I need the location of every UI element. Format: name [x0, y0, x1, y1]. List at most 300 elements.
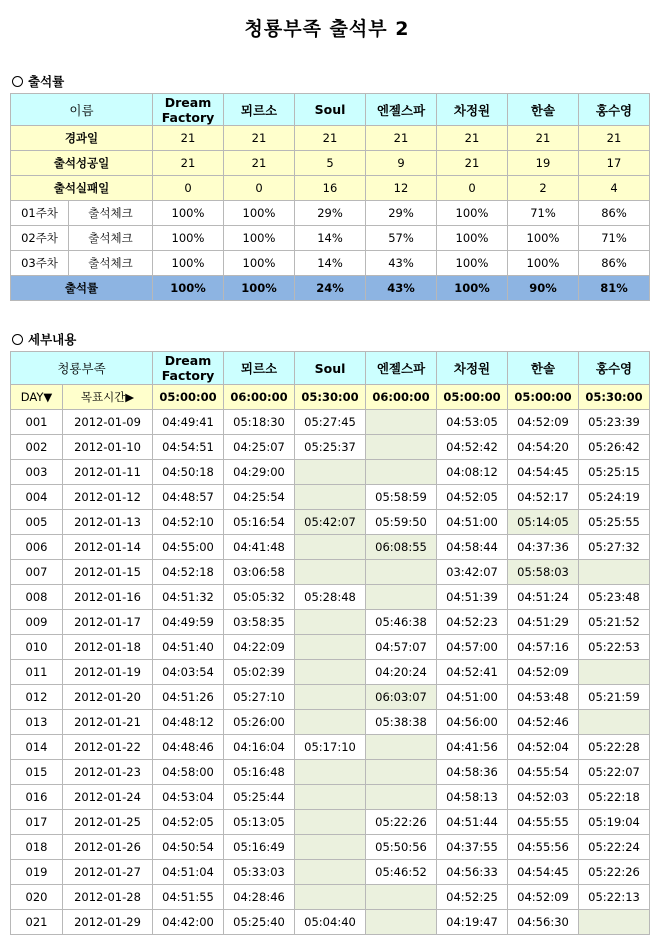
check-in-time	[366, 460, 437, 485]
check-in-time: 04:52:25	[437, 885, 508, 910]
summary-value: 21	[366, 126, 437, 151]
day-date: 2012-01-26	[63, 835, 153, 860]
day-number: 002	[11, 435, 63, 460]
check-in-time: 04:28:46	[224, 885, 295, 910]
member-header: 한솔	[508, 94, 579, 126]
row-label: 출석성공일	[11, 151, 153, 176]
day-number: 010	[11, 635, 63, 660]
check-in-time: 04:51:26	[153, 685, 224, 710]
week-row	[11, 251, 650, 276]
check-in-time: 04:37:55	[437, 835, 508, 860]
check-in-time: 05:58:03	[508, 560, 579, 585]
check-in-time: 04:51:55	[153, 885, 224, 910]
rate-value: 100%	[153, 276, 224, 301]
day-row	[11, 560, 650, 585]
member-header: 뫼르소	[224, 352, 295, 385]
check-in-time: 04:54:20	[508, 435, 579, 460]
day-header: DAY▼	[11, 385, 63, 410]
check-in-time: 05:59:50	[366, 510, 437, 535]
check-in-time: 04:58:13	[437, 785, 508, 810]
check-in-time: 04:52:05	[153, 810, 224, 835]
week-rate: 71%	[508, 201, 579, 226]
check-in-time: 04:57:07	[366, 635, 437, 660]
summary-value: 21	[437, 126, 508, 151]
check-in-time: 04:54:45	[508, 860, 579, 885]
summary-value: 21	[508, 126, 579, 151]
day-number: 018	[11, 835, 63, 860]
member-header: Dream Factory	[153, 94, 224, 126]
target-time: 06:00:00	[366, 385, 437, 410]
week-rate: 100%	[437, 201, 508, 226]
summary-value: 5	[295, 151, 366, 176]
check-in-time	[295, 535, 366, 560]
check-in-time: 04:52:46	[508, 710, 579, 735]
summary-value: 21	[153, 126, 224, 151]
week-rate: 100%	[437, 251, 508, 276]
day-number: 016	[11, 785, 63, 810]
check-in-time	[295, 685, 366, 710]
check-in-time: 05:25:15	[579, 460, 650, 485]
check-in-time: 04:51:32	[153, 585, 224, 610]
rate-value: 24%	[295, 276, 366, 301]
day-date: 2012-01-25	[63, 810, 153, 835]
day-row	[11, 710, 650, 735]
check-in-time: 04:55:54	[508, 760, 579, 785]
check-in-time: 05:24:19	[579, 485, 650, 510]
week-rate: 100%	[437, 226, 508, 251]
member-header: 홍수영	[579, 352, 650, 385]
day-row	[11, 660, 650, 685]
check-in-time: 05:27:45	[295, 410, 366, 435]
check-in-time	[295, 760, 366, 785]
week-rate: 86%	[579, 201, 650, 226]
check-in-time: 04:22:09	[224, 635, 295, 660]
member-header: 엔젤스파	[366, 352, 437, 385]
day-row	[11, 635, 650, 660]
check-in-time: 04:08:12	[437, 460, 508, 485]
rate-value: 90%	[508, 276, 579, 301]
check-in-time: 05:26:00	[224, 710, 295, 735]
check-in-time: 04:58:00	[153, 760, 224, 785]
summary-row	[11, 151, 650, 176]
check-in-time: 05:22:28	[579, 735, 650, 760]
check-in-time: 04:52:42	[437, 435, 508, 460]
check-in-time: 05:25:40	[224, 910, 295, 935]
check-in-time: 04:56:33	[437, 860, 508, 885]
member-header: Soul	[295, 94, 366, 126]
day-date: 2012-01-11	[63, 460, 153, 485]
check-in-time: 04:56:00	[437, 710, 508, 735]
check-in-time: 04:54:45	[508, 460, 579, 485]
summary-value: 21	[295, 126, 366, 151]
target-time: 05:00:00	[153, 385, 224, 410]
check-in-time: 04:49:59	[153, 610, 224, 635]
day-row	[11, 810, 650, 835]
check-in-time	[295, 560, 366, 585]
page-title: 청룡부족 출석부 2	[244, 18, 410, 40]
check-in-time: 04:48:46	[153, 735, 224, 760]
day-row	[11, 860, 650, 885]
day-number: 012	[11, 685, 63, 710]
check-in-time: 04:53:04	[153, 785, 224, 810]
check-in-time: 05:46:52	[366, 860, 437, 885]
summary-value: 16	[295, 176, 366, 201]
check-in-time	[579, 710, 650, 735]
target-header: 목표시간▶	[63, 385, 153, 410]
day-number: 006	[11, 535, 63, 560]
check-in-time: 05:42:07	[295, 510, 366, 535]
check-label: 출석체크	[69, 201, 153, 226]
day-number: 001	[11, 410, 63, 435]
check-in-time: 04:20:24	[366, 660, 437, 685]
day-row	[11, 910, 650, 935]
check-in-time	[366, 785, 437, 810]
week-rate: 100%	[224, 226, 295, 251]
week-rate: 86%	[579, 251, 650, 276]
target-time: 05:00:00	[437, 385, 508, 410]
section-label: 세부내용	[28, 332, 77, 347]
check-in-time: 04:42:00	[153, 910, 224, 935]
check-in-time	[366, 410, 437, 435]
check-in-time: 05:22:07	[579, 760, 650, 785]
check-in-time: 04:52:10	[153, 510, 224, 535]
check-in-time: 04:52:23	[437, 610, 508, 635]
check-in-time	[295, 660, 366, 685]
week-rate: 100%	[224, 201, 295, 226]
week-row	[11, 226, 650, 251]
week-rate: 29%	[295, 201, 366, 226]
day-number: 005	[11, 510, 63, 535]
day-number: 004	[11, 485, 63, 510]
check-in-time: 05:14:05	[508, 510, 579, 535]
check-in-time: 04:50:54	[153, 835, 224, 860]
day-date: 2012-01-21	[63, 710, 153, 735]
check-in-time: 03:58:35	[224, 610, 295, 635]
check-in-time: 05:58:59	[366, 485, 437, 510]
check-in-time: 05:33:03	[224, 860, 295, 885]
check-in-time: 04:52:18	[153, 560, 224, 585]
check-in-time: 05:16:54	[224, 510, 295, 535]
week-label: 02주차	[11, 226, 69, 251]
check-in-time: 05:46:38	[366, 610, 437, 635]
member-header: 한솔	[508, 352, 579, 385]
row-label: 경과일	[11, 126, 153, 151]
day-number: 008	[11, 585, 63, 610]
check-in-time: 04:56:30	[508, 910, 579, 935]
day-date: 2012-01-16	[63, 585, 153, 610]
check-in-time: 04:25:54	[224, 485, 295, 510]
day-date: 2012-01-28	[63, 885, 153, 910]
row-label: 출석실패일	[11, 176, 153, 201]
summary-value: 4	[579, 176, 650, 201]
week-rate: 29%	[366, 201, 437, 226]
check-in-time: 04:54:51	[153, 435, 224, 460]
circle-bullet-icon	[12, 76, 23, 87]
week-rate: 100%	[508, 251, 579, 276]
check-in-time: 04:25:07	[224, 435, 295, 460]
day-row	[11, 760, 650, 785]
check-in-time: 05:27:32	[579, 535, 650, 560]
check-label: 출석체크	[69, 226, 153, 251]
check-in-time: 04:03:54	[153, 660, 224, 685]
check-in-time: 04:41:48	[224, 535, 295, 560]
check-in-time: 05:22:26	[579, 860, 650, 885]
day-row	[11, 610, 650, 635]
check-in-time: 04:49:41	[153, 410, 224, 435]
check-in-time: 04:52:04	[508, 735, 579, 760]
week-rate: 100%	[153, 226, 224, 251]
check-in-time	[295, 460, 366, 485]
day-date: 2012-01-23	[63, 760, 153, 785]
attendance-detail-table	[10, 351, 650, 935]
check-in-time: 04:51:24	[508, 585, 579, 610]
week-rate: 14%	[295, 251, 366, 276]
week-rate: 43%	[366, 251, 437, 276]
summary-value: 21	[153, 151, 224, 176]
check-in-time: 05:50:56	[366, 835, 437, 860]
attendance-summary-table	[10, 93, 650, 301]
check-in-time: 04:55:55	[508, 810, 579, 835]
day-date: 2012-01-19	[63, 660, 153, 685]
target-time: 06:00:00	[224, 385, 295, 410]
member-header: Soul	[295, 352, 366, 385]
day-row	[11, 685, 650, 710]
check-in-time: 04:53:48	[508, 685, 579, 710]
rate-label: 출석률	[11, 276, 153, 301]
week-label: 01주차	[11, 201, 69, 226]
check-in-time: 04:52:05	[437, 485, 508, 510]
check-in-time: 05:26:42	[579, 435, 650, 460]
week-rate: 100%	[224, 251, 295, 276]
check-in-time: 04:52:41	[437, 660, 508, 685]
summary-value: 12	[366, 176, 437, 201]
check-in-time	[295, 710, 366, 735]
day-row	[11, 785, 650, 810]
check-in-time: 04:51:44	[437, 810, 508, 835]
name-header: 이름	[11, 94, 153, 126]
week-rate: 57%	[366, 226, 437, 251]
check-in-time: 05:05:32	[224, 585, 295, 610]
check-in-time	[295, 635, 366, 660]
week-rate: 71%	[579, 226, 650, 251]
week-rate: 14%	[295, 226, 366, 251]
day-number: 003	[11, 460, 63, 485]
summary-row	[11, 176, 650, 201]
check-in-time: 04:57:00	[437, 635, 508, 660]
detail-header-row	[11, 352, 650, 385]
day-number: 013	[11, 710, 63, 735]
section-details	[12, 330, 76, 348]
check-in-time: 04:16:04	[224, 735, 295, 760]
check-in-time: 05:23:39	[579, 410, 650, 435]
rate-value: 43%	[366, 276, 437, 301]
summary-value: 21	[579, 126, 650, 151]
member-header: 차정원	[437, 352, 508, 385]
day-row	[11, 835, 650, 860]
target-row	[11, 385, 650, 410]
summary-value: 0	[437, 176, 508, 201]
check-label: 출석체크	[69, 251, 153, 276]
check-in-time: 05:25:55	[579, 510, 650, 535]
day-number: 021	[11, 910, 63, 935]
check-in-time	[366, 585, 437, 610]
day-number: 011	[11, 660, 63, 685]
day-row	[11, 485, 650, 510]
check-in-time: 05:22:26	[366, 810, 437, 835]
check-in-time	[366, 910, 437, 935]
check-in-time	[366, 735, 437, 760]
check-in-time: 04:55:00	[153, 535, 224, 560]
day-number: 015	[11, 760, 63, 785]
summary-value: 21	[224, 126, 295, 151]
check-in-time: 04:37:36	[508, 535, 579, 560]
day-row	[11, 460, 650, 485]
check-in-time: 04:52:09	[508, 410, 579, 435]
day-row	[11, 410, 650, 435]
check-in-time	[366, 560, 437, 585]
day-number: 014	[11, 735, 63, 760]
target-time: 05:30:00	[295, 385, 366, 410]
day-number: 007	[11, 560, 63, 585]
check-in-time: 05:25:44	[224, 785, 295, 810]
check-in-time	[295, 860, 366, 885]
member-header: Dream Factory	[153, 352, 224, 385]
check-in-time: 04:51:04	[153, 860, 224, 885]
day-date: 2012-01-27	[63, 860, 153, 885]
check-in-time: 05:19:04	[579, 810, 650, 835]
summary-value: 21	[437, 151, 508, 176]
check-in-time: 05:22:24	[579, 835, 650, 860]
check-in-time: 05:22:53	[579, 635, 650, 660]
check-in-time	[295, 785, 366, 810]
day-date: 2012-01-22	[63, 735, 153, 760]
check-in-time: 05:02:39	[224, 660, 295, 685]
check-in-time	[295, 485, 366, 510]
check-in-time: 04:52:17	[508, 485, 579, 510]
check-in-time: 04:52:03	[508, 785, 579, 810]
summary-value: 21	[224, 151, 295, 176]
day-date: 2012-01-20	[63, 685, 153, 710]
check-in-time: 05:21:59	[579, 685, 650, 710]
check-in-time: 05:23:48	[579, 585, 650, 610]
check-in-time: 04:53:05	[437, 410, 508, 435]
check-in-time: 04:51:29	[508, 610, 579, 635]
check-in-time: 05:38:38	[366, 710, 437, 735]
check-in-time	[366, 760, 437, 785]
check-in-time: 05:16:49	[224, 835, 295, 860]
summary-value: 9	[366, 151, 437, 176]
day-date: 2012-01-18	[63, 635, 153, 660]
check-in-time: 04:55:56	[508, 835, 579, 860]
circle-bullet-icon	[12, 334, 23, 345]
check-in-time	[579, 560, 650, 585]
tribe-header: 청룡부족	[11, 352, 153, 385]
check-in-time: 06:03:07	[366, 685, 437, 710]
check-in-time: 04:19:47	[437, 910, 508, 935]
check-in-time: 04:50:18	[153, 460, 224, 485]
check-in-time: 04:52:09	[508, 660, 579, 685]
day-row	[11, 585, 650, 610]
check-in-time	[295, 610, 366, 635]
check-in-time: 04:41:56	[437, 735, 508, 760]
check-in-time: 04:48:12	[153, 710, 224, 735]
rate-value: 100%	[437, 276, 508, 301]
check-in-time: 05:25:37	[295, 435, 366, 460]
check-in-time: 03:42:07	[437, 560, 508, 585]
check-in-time: 05:27:10	[224, 685, 295, 710]
member-header: 뫼르소	[224, 94, 295, 126]
day-date: 2012-01-10	[63, 435, 153, 460]
summary-value: 2	[508, 176, 579, 201]
member-header: 홍수영	[579, 94, 650, 126]
check-in-time: 06:08:55	[366, 535, 437, 560]
day-date: 2012-01-09	[63, 410, 153, 435]
day-date: 2012-01-12	[63, 485, 153, 510]
summary-value: 17	[579, 151, 650, 176]
day-date: 2012-01-17	[63, 610, 153, 635]
check-in-time	[579, 660, 650, 685]
check-in-time: 03:06:58	[224, 560, 295, 585]
check-in-time: 04:58:36	[437, 760, 508, 785]
day-number: 009	[11, 610, 63, 635]
check-in-time: 05:16:48	[224, 760, 295, 785]
check-in-time: 05:21:52	[579, 610, 650, 635]
section-label: 출석률	[28, 74, 65, 89]
check-in-time: 04:51:00	[437, 510, 508, 535]
check-in-time: 04:29:00	[224, 460, 295, 485]
check-in-time: 04:51:39	[437, 585, 508, 610]
day-number: 017	[11, 810, 63, 835]
check-in-time: 04:52:09	[508, 885, 579, 910]
check-in-time: 05:22:18	[579, 785, 650, 810]
member-header: 차정원	[437, 94, 508, 126]
summary-row	[11, 126, 650, 151]
day-row	[11, 510, 650, 535]
check-in-time	[295, 835, 366, 860]
check-in-time	[366, 435, 437, 460]
check-in-time	[295, 810, 366, 835]
day-date: 2012-01-13	[63, 510, 153, 535]
day-row	[11, 885, 650, 910]
member-header: 엔젤스파	[366, 94, 437, 126]
check-in-time: 04:51:40	[153, 635, 224, 660]
check-in-time: 05:13:05	[224, 810, 295, 835]
day-date: 2012-01-29	[63, 910, 153, 935]
check-in-time: 05:22:13	[579, 885, 650, 910]
day-row	[11, 435, 650, 460]
check-in-time: 04:58:44	[437, 535, 508, 560]
summary-value: 0	[224, 176, 295, 201]
week-row	[11, 201, 650, 226]
day-number: 020	[11, 885, 63, 910]
day-date: 2012-01-14	[63, 535, 153, 560]
rate-value: 81%	[579, 276, 650, 301]
check-in-time: 05:28:48	[295, 585, 366, 610]
check-in-time: 05:04:40	[295, 910, 366, 935]
rate-row	[11, 276, 650, 301]
week-rate: 100%	[153, 201, 224, 226]
section-attendance-rate	[12, 72, 64, 90]
check-in-time: 04:48:57	[153, 485, 224, 510]
day-row	[11, 535, 650, 560]
day-number: 019	[11, 860, 63, 885]
week-rate: 100%	[508, 226, 579, 251]
day-row	[11, 735, 650, 760]
target-time: 05:30:00	[579, 385, 650, 410]
week-rate: 100%	[153, 251, 224, 276]
check-in-time	[579, 910, 650, 935]
check-in-time: 04:57:16	[508, 635, 579, 660]
